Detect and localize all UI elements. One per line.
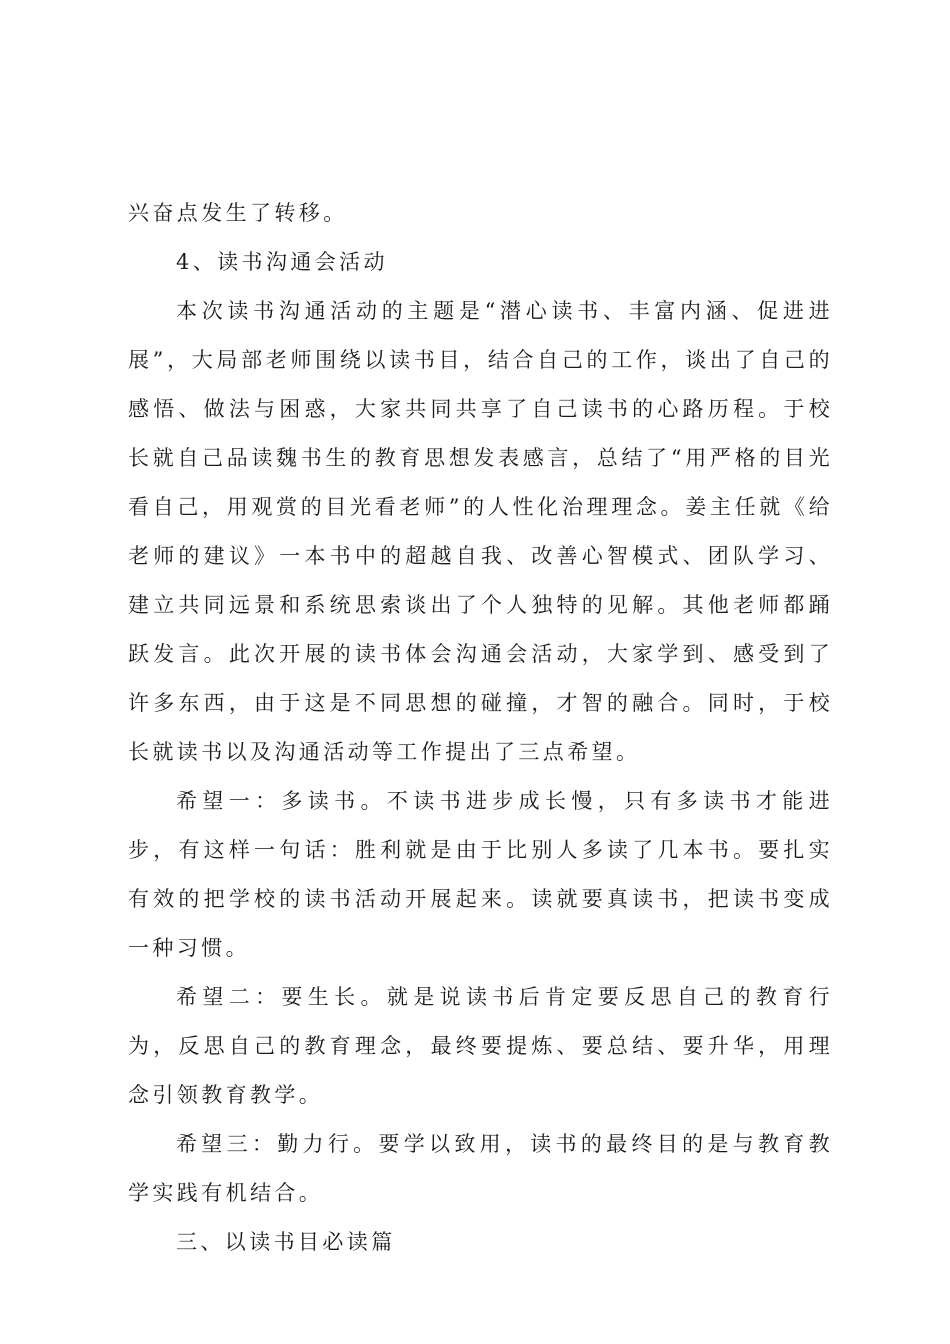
- paragraph-hope-one: 希望一：多读书。不读书进步成长慢，只有多读书才能进步，有这样一句话：胜利就是由于比别人多读了几本书。要扎实有效的把学校的读书活动开展起来。读就要真读书，把读书变成一种习惯。: [128, 789, 833, 960]
- paragraph-hope-three: 希望三：勤力行。要学以致用，读书的最终目的是与教育教学实践有机结合。: [128, 1132, 833, 1205]
- paragraph-exchange-summary: 本次读书沟通活动的主题是“潜心读书、丰富内涵、促进进展”，大局部老师围绕以读书目，结合自己的工作，谈出了自己的感悟、做法与困惑，大家共同共享了自己读书的心路历程。于校长就自己品读魏书生的教育思想发表感言，总结了“用严格的目光看自己，用观赏的目光看老师”的人性化治理理念。姜主任就《给老师的建议》一本书中的超越自我、改善心智模式、团队学习、建立共同远景和系统思索谈出了个人独特的见解。其他老师都踊跃发言。此次开展的读书体会沟通会活动，大家学到、感受到了许多东西，由于这是不同思想的碰撞，才智的融合。同时，于校长就读书以及沟通活动等工作提出了三点希望。: [128, 299, 833, 764]
- section-heading-required-reading: 三、以读书目必读篇: [176, 1230, 396, 1254]
- section-heading-reading-exchange: 4、读书沟通会活动: [176, 250, 388, 274]
- document-body: [128, 189, 833, 1267]
- paragraph-hope-two: 希望二：要生长。就是说读书后肯定要反思自己的教育行为，反思自己的教育理念，最终要提炼、要总结、要升华，用理念引领教育教学。: [128, 985, 833, 1107]
- paragraph-continuation: 兴奋点发生了转移。: [128, 201, 348, 225]
